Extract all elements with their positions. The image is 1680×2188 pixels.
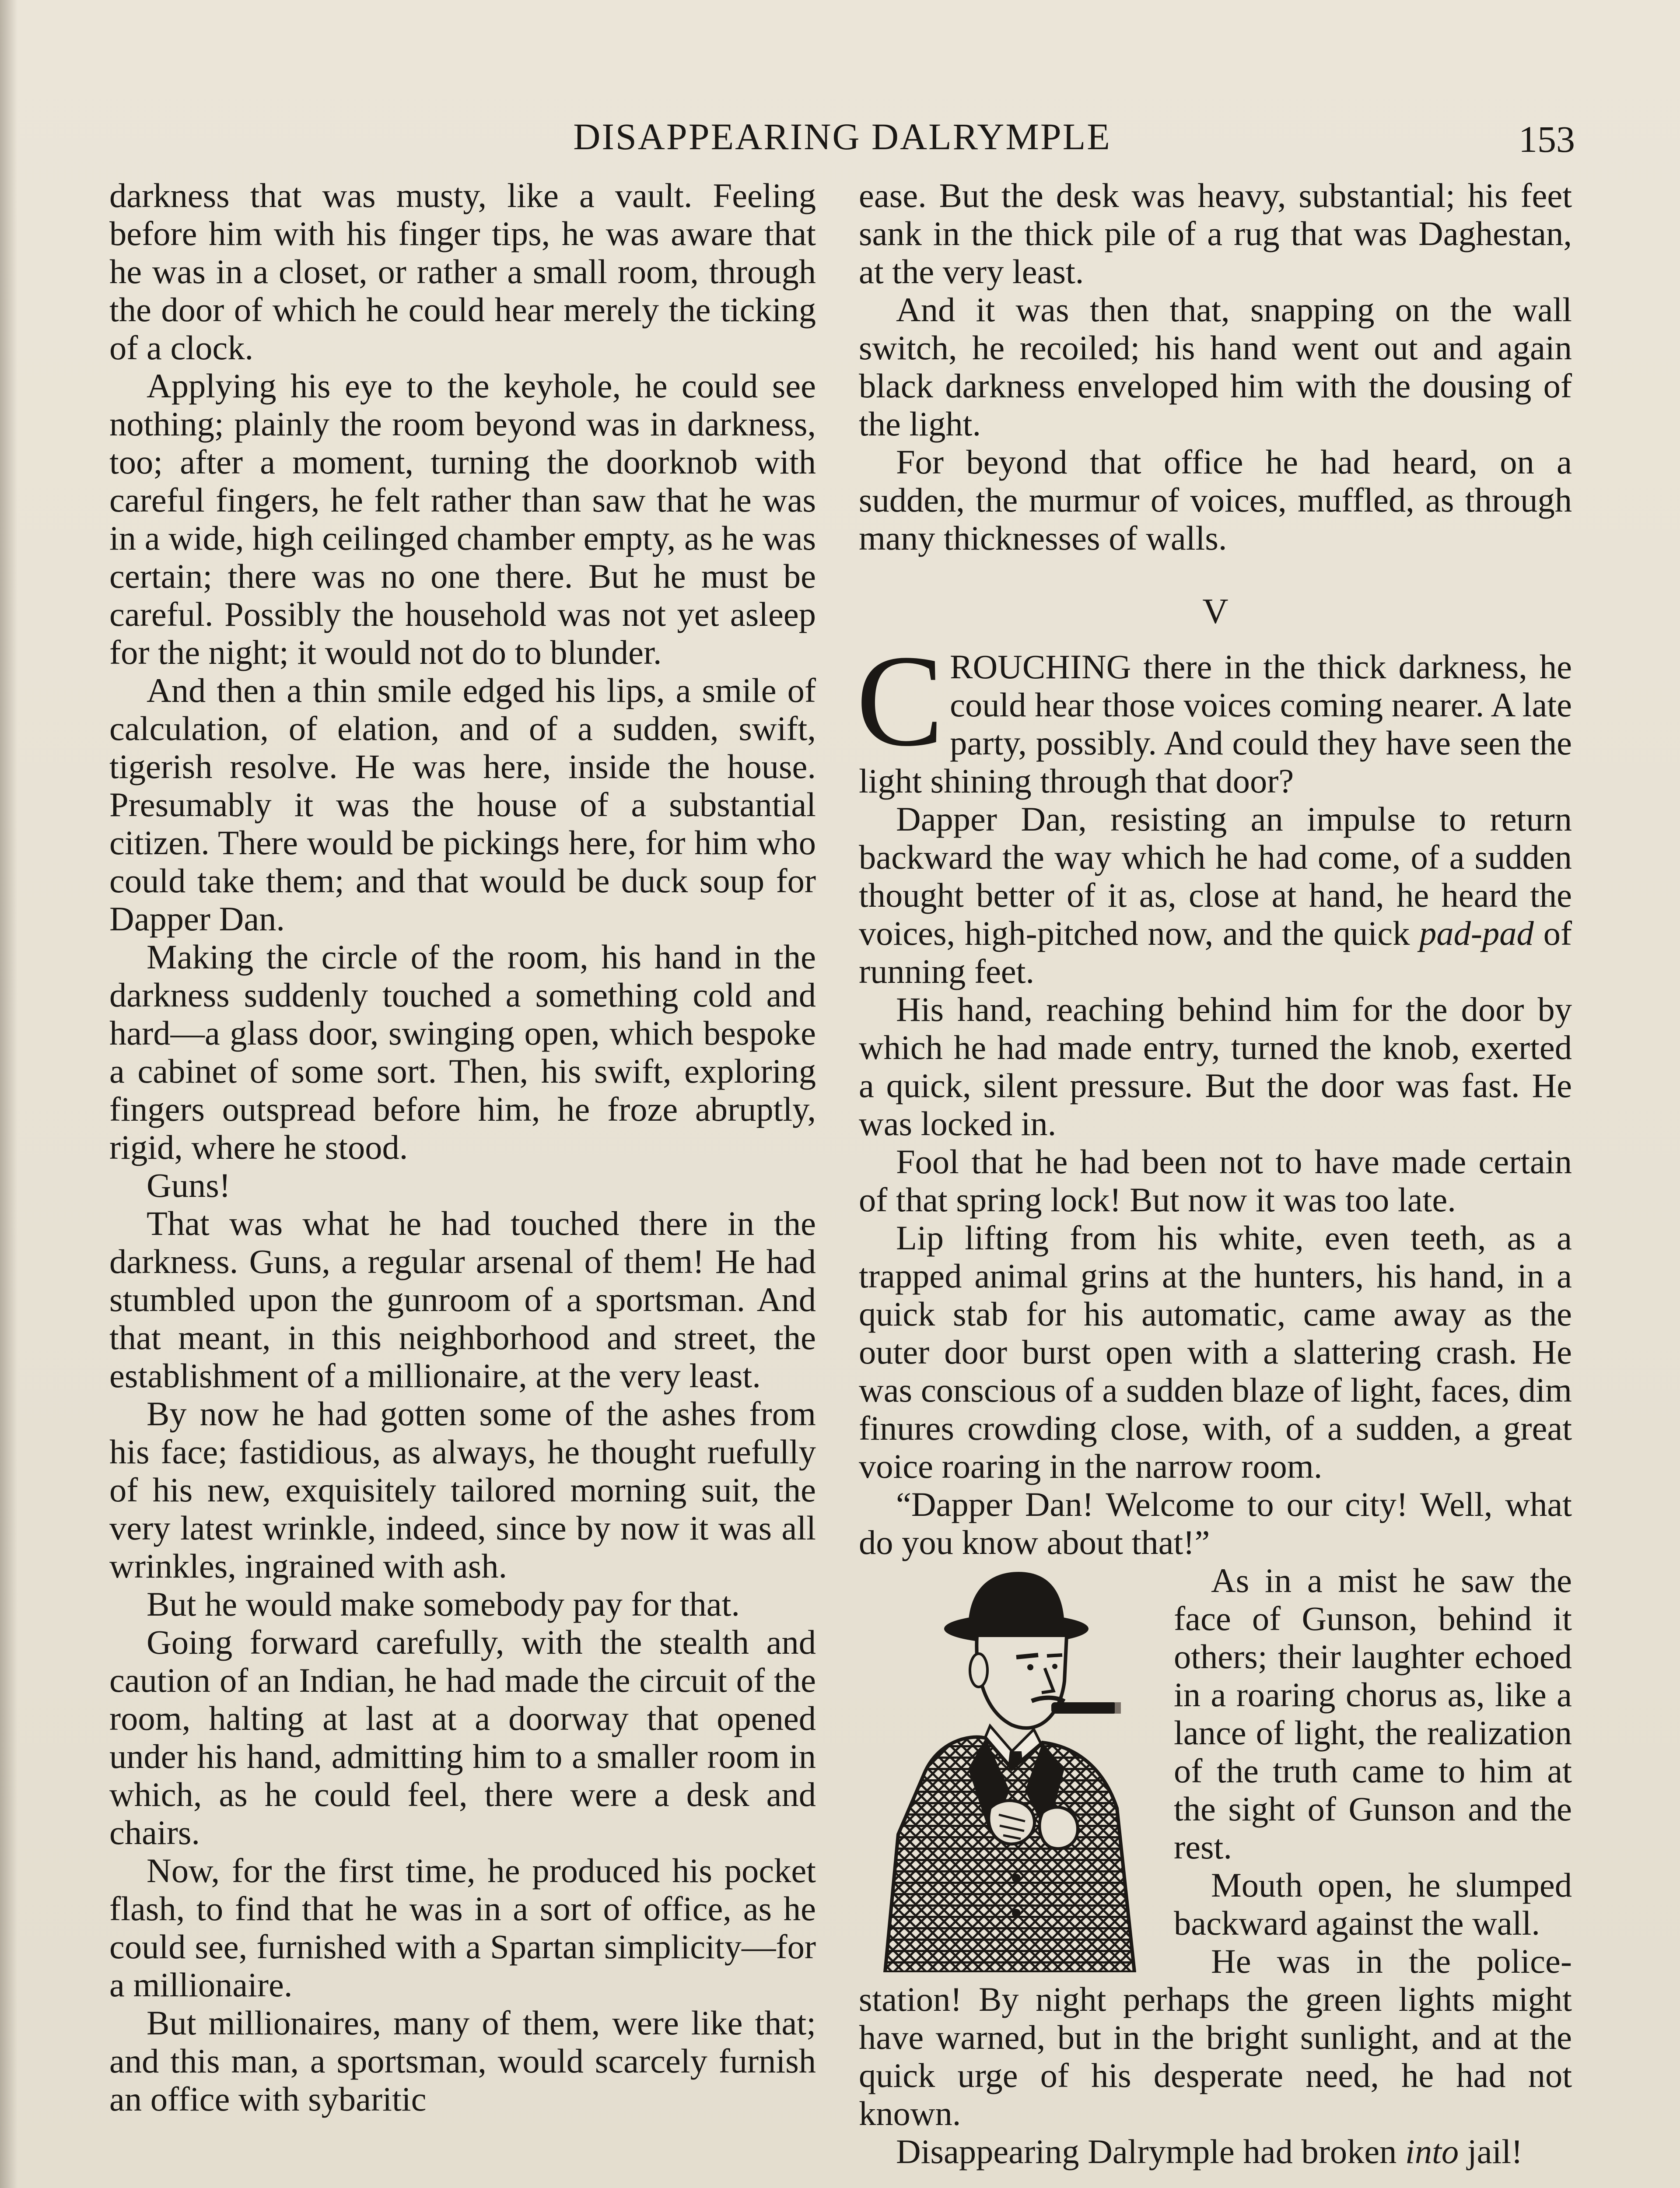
paragraph: Going forward carefully, with the stealth and caution of an Indian, he had made the circuit of the room, halting at last at a doorway that opened under his hand, admitting him to a smaller room in which, as he could feel, there were a desk and chairs.: [109, 1623, 816, 1851]
paragraph: And then a thin smile edged his lips, a smile of calculation, of elation, and of a sudden, swift, tigerish resolve. He was here, inside the house. Presumably it was the house of a substantial citizen. There would be pickings here, for him who could take them; and that would be duck soup for Dapper Dan.: [109, 671, 816, 938]
paragraph: His hand, reaching behind him for the door by which he had made entry, turned the knob, exerted a quick, silent pressure. But the door was fast. He was locked in.: [859, 990, 1572, 1143]
illustration-svg: [859, 1563, 1161, 1972]
quote-paragraph: “Dapper Dan! Welcome to our city! Well, what do you know about that!”: [859, 1485, 1572, 1561]
paragraph: [859, 800, 1572, 990]
paragraph: But he would make somebody pay for that.: [147, 1585, 740, 1623]
paragraph: And it was then that, snapping on the wall switch, he recoiled; his hand went out and again black darkness enveloped him with the dousing of the light.: [859, 291, 1572, 443]
page-number: 153: [1519, 118, 1575, 160]
paragraph: Fool that he had been not to have made certain of that spring lock! But now it was too late.: [859, 1143, 1572, 1219]
paragraph-text: of running feet.: [859, 914, 1572, 990]
paragraph: Guns!: [147, 1166, 231, 1204]
paragraph: By now he had gotten some of the ashes from his face; fastidious, as always, he thought ruefully of his new, exquisitely tailored morning suit, the very latest wrinkle, indeed, since by now it was all wrinkles, ingrained with ash.: [109, 1395, 816, 1585]
drop-cap: C: [856, 628, 944, 773]
illustration-man-with-cigar: [859, 1563, 1161, 1972]
italic-text: pad-pad: [1419, 914, 1534, 952]
italic-text: into: [1405, 2132, 1459, 2170]
illustrated-paragraph: As in a mist he saw the face of Gunson, behind it others; their laughter echoed in a roaring chorus as, like a lance of light, the realization of the truth came to him at the sight of Gunson and the rest.: [1174, 1561, 1572, 1866]
right-column: [856, 176, 1572, 2170]
left-column: [109, 176, 816, 2118]
dropcap-paragraph: [856, 628, 1572, 800]
paragraph: ease. But the desk was heavy, substantial; his feet sank in the thick pile of a rug that was Daghestan, at the very least.: [859, 176, 1572, 291]
binding-shadow: [0, 0, 18, 2188]
running-head-title: DISAPPEARING DALRYMPLE: [573, 116, 1111, 158]
paragraph: For beyond that office he had heard, on a sudden, the murmur of voices, muffled, as through many thicknesses of walls.: [859, 443, 1572, 557]
paragraph: But millionaires, many of them, were like that; and this man, a sportsman, would scarcely furnish an office with sybaritic: [109, 2004, 816, 2118]
paragraph: Applying his eye to the keyhole, he could see nothing; plainly the room beyond was in darkness, too; after a moment, turning the doorknob with careful fingers, he felt rather than saw that he was in a wide, high ceilinged chamber empty, as he was certain; there was no one there. But he must be careful. Possibly the household was not yet asleep for the night; it would not do to blunder.: [109, 367, 816, 671]
paragraph: Mouth open, he slumped backward against the wall.: [1174, 1866, 1572, 1942]
final-paragraph: [859, 2132, 1572, 2170]
paragraph: darkness that was musty, like a vault. Feeling before him with his finger tips, he was aware that he was in a closet, or rather a small room, through the door of which he could hear merely the ticking of a clock.: [109, 176, 816, 367]
dropcap-paragraph-text: ROUCHING there in the thick darkness, he could hear those voices coming nearer. A late party, possibly. And could they have seen the light shining through that door?: [859, 648, 1572, 800]
paragraph-text: Disappearing Dalrymple had broken: [896, 2132, 1406, 2170]
paragraph-text: jail!: [1459, 2132, 1523, 2170]
paragraph: Making the circle of the room, his hand in the darkness suddenly touched a something cold and hard—a glass door, swinging open, which bespoke a cabinet of some sort. Then, his swift, exploring fingers outspread before him, he froze abruptly, rigid, where he stood.: [109, 938, 816, 1166]
paragraph: That was what he had touched there in the darkness. Guns, a regular arsenal of them! He had stumbled upon the gunroom of a sportsman. And that meant, in this neighborhood and street, the establishment of a millionaire, at the very least.: [109, 1204, 816, 1395]
paragraph: Lip lifting from his white, even teeth, as a trapped animal grins at the hunters, his hand, in a quick stab for his automatic, came away as the outer door burst open with a slattering crash. He was conscious of a sudden blaze of light, faces, dim finures crowding close, with, of a sudden, a great voice roaring in the narrow room.: [859, 1219, 1572, 1485]
paragraph: Now, for the first time, he produced his pocket flash, to find that he was in a sort of office, as he could see, furnished with a Spartan simplicity—for a millionaire.: [109, 1851, 816, 2004]
paragraph-text: Dapper Dan, resisting an impulse to return backward the way which he had come, of a sudden thought better of it as, close at hand, he heard the voices, high-pitched now, and the quick: [859, 800, 1572, 952]
paragraph: He was in the police-station! By night perhaps the green lights might have warned, but in the bright sunlight, and at the quick urge of his desperate need, he had not known.: [859, 1942, 1572, 2132]
section-number: V: [1202, 591, 1228, 631]
